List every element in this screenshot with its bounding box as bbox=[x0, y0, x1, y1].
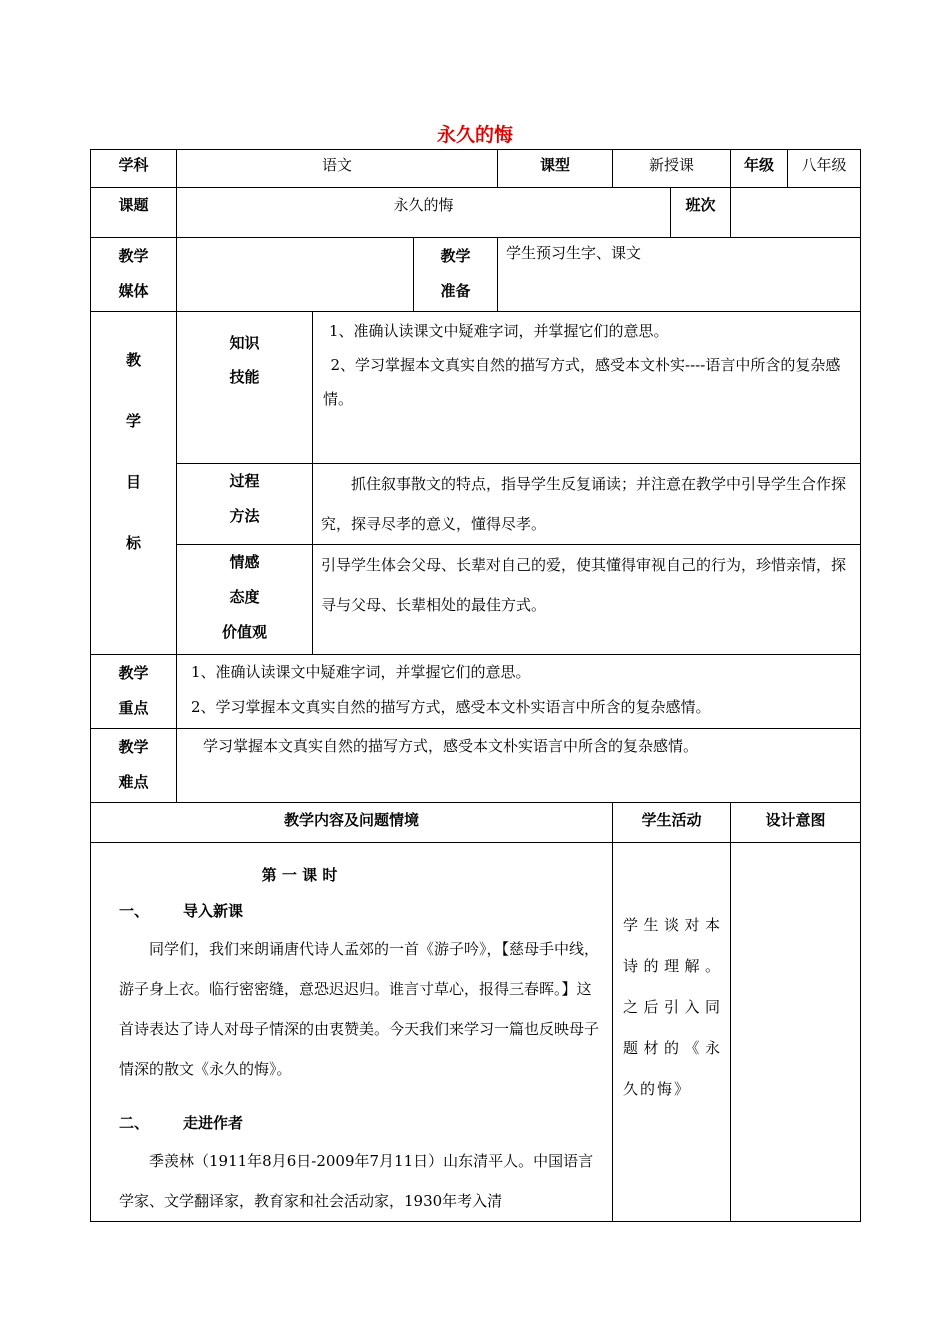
section-2-text: 季羡林（1911年8月6日-2009年7月11日）山东清平人。中国语言学家、文学翻译家，教育家和社会活动家，1930年考入清 bbox=[119, 1152, 594, 1210]
topic-value: 永久的悔 bbox=[177, 188, 671, 237]
student-activity: 学生谈对本诗的理解。之后引入同题材的《永久的悔》 bbox=[613, 843, 731, 1222]
intent-header: 设计意图 bbox=[731, 803, 861, 843]
topic-label: 课题 bbox=[91, 188, 177, 238]
class-value bbox=[731, 188, 861, 238]
objectives-label: 教 学 目 标 bbox=[91, 312, 177, 655]
activity-header: 学生活动 bbox=[613, 803, 731, 843]
key-points-label: 教学 重点 bbox=[91, 655, 177, 729]
difficulties-text: 学习掌握本文真实自然的描写方式，感受本文朴实语言中所含的复杂感情。 bbox=[177, 729, 861, 803]
period-heading: 第 一 课 时 bbox=[261, 866, 338, 884]
lesson-content bbox=[91, 843, 613, 1222]
knowledge-text: 1、准确认读课文中疑难字词，并掌握它们的意思。 2、学习掌握本文真实自然的描写方式，感受本文朴实----语言中所含的复杂感情。 bbox=[313, 312, 861, 464]
difficulties-label: 教学 难点 bbox=[91, 729, 177, 803]
prep-label: 教学 准备 bbox=[414, 238, 498, 312]
process-label: 过程 方法 bbox=[177, 464, 313, 545]
emotion-text: 引导学生体会父母、长辈对自己的爱，使其懂得审视自己的行为，珍惜亲情，探寻与父母、长辈相处的最佳方式。 bbox=[313, 545, 861, 655]
prep-value: 学生预习生字、课文 bbox=[498, 238, 861, 312]
document-title: 永久的悔 bbox=[436, 124, 513, 146]
design-intent bbox=[731, 843, 861, 1222]
section-1-heading: 一、 导入新课 bbox=[119, 902, 244, 920]
media-value bbox=[177, 238, 414, 312]
process-text: 抓住叙事散文的特点，指导学生反复诵读；并注意在教学中引导学生合作探究，探寻尽孝的意义，懂得尽孝。 bbox=[313, 464, 861, 545]
section-1-text: 同学们，我们来朗诵唐代诗人孟郊的一首《游子吟》，【慈母手中线，游子身上衣。临行密密缝，意恐迟迟归。谁言寸草心，报得三春晖。】这首诗表达了诗人对母子情深的由衷赞美。今天我们来学习一篇也反映母子情深的散文《永久的悔》。 bbox=[119, 940, 600, 1078]
knowledge-label: 知识 技能 bbox=[177, 312, 313, 464]
class-label: 班次 bbox=[685, 196, 716, 214]
subject-value: 语文 bbox=[177, 150, 498, 188]
media-label: 教学 媒体 bbox=[91, 238, 177, 312]
section-2-heading: 二、 走进作者 bbox=[119, 1114, 244, 1132]
grade-label: 年级 bbox=[731, 150, 788, 187]
lesson-type-value: 新授课 bbox=[613, 150, 731, 188]
grade-value: 八年级 bbox=[801, 156, 847, 174]
key-points-text: 1、准确认读课文中疑难字词，并掌握它们的意思。 2、学习掌握本文真实自然的描写方式，感受本文朴实语言中所含的复杂感情。 bbox=[177, 655, 861, 729]
content-header: 教学内容及问题情境 bbox=[91, 803, 613, 843]
lesson-type-label: 课型 bbox=[498, 150, 613, 188]
subject-label: 学科 bbox=[91, 150, 177, 188]
emotion-label: 情感 态度 价值观 bbox=[177, 545, 313, 655]
lesson-plan-table bbox=[90, 149, 861, 1222]
